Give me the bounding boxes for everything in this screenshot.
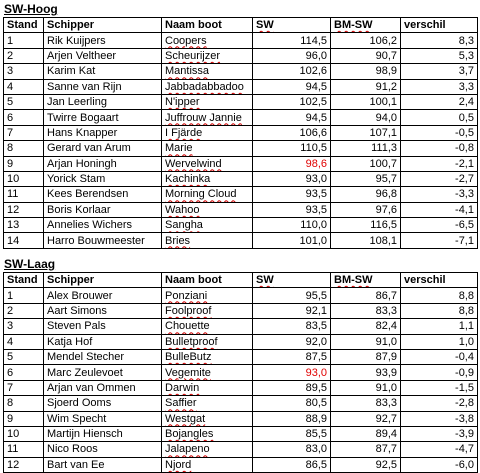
table-row	[4, 48, 478, 63]
cell-sw: 92,0	[253, 334, 331, 349]
cell-sw: 93,5	[253, 187, 331, 202]
cell-stand: 2	[4, 48, 44, 63]
cell-naam-boot	[162, 110, 253, 125]
section-title-sw-laag: SW-Laag	[4, 257, 56, 271]
cell-sw: 85,5	[253, 426, 331, 441]
boat-name: N'ipper	[165, 96, 200, 109]
boat-name: Wervelwind	[165, 157, 222, 170]
cell-naam-boot	[162, 411, 253, 426]
cell-sw: 93,0	[253, 365, 331, 380]
cell-stand: 3	[4, 64, 44, 79]
cell-sw: 83,0	[253, 442, 331, 457]
cell-sw: 110,5	[253, 141, 331, 156]
header-stand: Stand	[4, 18, 44, 33]
cell-naam-boot	[162, 79, 253, 94]
cell-naam-boot	[162, 64, 253, 79]
boat-name: Bulletproof	[165, 335, 218, 348]
cell-stand: 12	[4, 457, 44, 472]
cell-sw: 114,5	[253, 33, 331, 48]
table-row	[4, 218, 478, 233]
cell-bm-sw: 106,2	[331, 33, 401, 48]
cell-stand: 4	[4, 334, 44, 349]
section-title-sw-hoog: SW-Hoog	[4, 2, 58, 16]
cell-stand: 12	[4, 202, 44, 217]
table-row	[4, 349, 478, 364]
cell-verschil: 8,3	[401, 33, 478, 48]
cell-naam-boot	[162, 365, 253, 380]
cell-sw: 101,0	[253, 233, 331, 248]
cell-sw: 80,5	[253, 396, 331, 411]
cell-naam-boot	[162, 48, 253, 63]
cell-verschil: -2,1	[401, 156, 478, 171]
cell-verschil: -0,9	[401, 365, 478, 380]
cell-schipper: Arjan van Ommen	[44, 380, 162, 395]
cell-naam-boot	[162, 187, 253, 202]
cell-sw: 87,5	[253, 349, 331, 364]
cell-stand: 9	[4, 411, 44, 426]
cell-stand: 8	[4, 141, 44, 156]
cell-bm-sw: 100,7	[331, 156, 401, 171]
cell-sw: 93,0	[253, 171, 331, 186]
boat-name: BulleButz	[165, 351, 212, 364]
header-naam-boot: Naam boot	[162, 18, 253, 33]
cell-naam-boot	[162, 125, 253, 140]
cell-verschil: -2,7	[401, 171, 478, 186]
table-row	[4, 457, 478, 472]
cell-sw: 95,5	[253, 288, 331, 303]
boat-name: Ponziani	[165, 289, 208, 302]
results-table-sw-hoog	[3, 17, 478, 249]
cell-schipper: Rik Kuijpers	[44, 33, 162, 48]
cell-verschil: -1,5	[401, 380, 478, 395]
boat-name: Saffier	[165, 397, 197, 410]
cell-stand: 7	[4, 125, 44, 140]
cell-stand: 10	[4, 426, 44, 441]
cell-naam-boot	[162, 442, 253, 457]
boat-name: I Fjärde	[165, 126, 203, 139]
cell-bm-sw: 107,1	[331, 125, 401, 140]
cell-verschil: -6,0	[401, 457, 478, 472]
cell-naam-boot	[162, 349, 253, 364]
header-bm-sw: BM-SW	[331, 273, 401, 288]
cell-verschil: 0,5	[401, 110, 478, 125]
header-bm-sw: BM-SW	[331, 18, 401, 33]
cell-verschil: 1,1	[401, 319, 478, 334]
boat-name: Juffrouw Jannie	[165, 111, 242, 124]
cell-schipper: Mendel Stecher	[44, 349, 162, 364]
cell-verschil: -4,1	[401, 202, 478, 217]
cell-verschil: -0,4	[401, 349, 478, 364]
cell-verschil: -0,5	[401, 125, 478, 140]
header-stand: Stand	[4, 273, 44, 288]
cell-schipper: Martijn Hiensch	[44, 426, 162, 441]
cell-sw: 88,9	[253, 411, 331, 426]
cell-bm-sw: 82,4	[331, 319, 401, 334]
cell-bm-sw: 83,3	[331, 396, 401, 411]
cell-naam-boot	[162, 202, 253, 217]
cell-verschil: -3,9	[401, 426, 478, 441]
cell-stand: 3	[4, 319, 44, 334]
table-row	[4, 79, 478, 94]
boat-name: Kachinka	[165, 173, 211, 186]
cell-schipper: Boris Korlaar	[44, 202, 162, 217]
cell-schipper: Karim Kat	[44, 64, 162, 79]
cell-verschil: 3,3	[401, 79, 478, 94]
cell-bm-sw: 89,4	[331, 426, 401, 441]
header-verschil: verschil	[401, 273, 478, 288]
table-row	[4, 33, 478, 48]
cell-stand: 5	[4, 349, 44, 364]
cell-schipper: Sjoerd Ooms	[44, 396, 162, 411]
cell-stand: 6	[4, 365, 44, 380]
boat-name: Wahoo	[165, 203, 200, 216]
cell-bm-sw: 92,7	[331, 411, 401, 426]
cell-sw: 93,5	[253, 202, 331, 217]
cell-schipper: Gerard van Arum	[44, 141, 162, 156]
cell-verschil: -0,8	[401, 141, 478, 156]
boat-name: Jalapeno	[165, 443, 210, 456]
boat-name: Morning Cloud	[165, 188, 237, 201]
cell-sw: 106,6	[253, 125, 331, 140]
header-naam-boot: Naam boot	[162, 273, 253, 288]
table-row	[4, 110, 478, 125]
header-sw: SW	[253, 273, 331, 288]
cell-bm-sw: 90,7	[331, 48, 401, 63]
boat-name: Darwin	[165, 381, 200, 394]
boat-name: Westgat	[165, 412, 206, 425]
cell-sw: 86,5	[253, 457, 331, 472]
cell-sw: 92,1	[253, 303, 331, 318]
boat-name: Chouette	[165, 320, 210, 333]
header-verschil: verschil	[401, 18, 478, 33]
cell-naam-boot	[162, 33, 253, 48]
table-row	[4, 288, 478, 303]
cell-verschil: -7,1	[401, 233, 478, 248]
cell-verschil: -4,7	[401, 442, 478, 457]
boat-name: Marie	[165, 142, 193, 155]
cell-stand: 11	[4, 442, 44, 457]
cell-naam-boot	[162, 380, 253, 395]
cell-naam-boot	[162, 457, 253, 472]
cell-verschil: 8,8	[401, 303, 478, 318]
cell-naam-boot	[162, 141, 253, 156]
table-row	[4, 156, 478, 171]
cell-bm-sw: 100,1	[331, 94, 401, 109]
cell-sw: 83,5	[253, 319, 331, 334]
cell-stand: 4	[4, 79, 44, 94]
cell-schipper: Kees Berendsen	[44, 187, 162, 202]
cell-bm-sw: 91,2	[331, 79, 401, 94]
cell-naam-boot	[162, 94, 253, 109]
cell-bm-sw: 111,3	[331, 141, 401, 156]
cell-schipper: Jan Leerling	[44, 94, 162, 109]
table-row	[4, 319, 478, 334]
cell-stand: 1	[4, 33, 44, 48]
cell-verschil: 2,4	[401, 94, 478, 109]
header-row	[4, 18, 478, 33]
cell-bm-sw: 93,9	[331, 365, 401, 380]
cell-naam-boot	[162, 319, 253, 334]
cell-stand: 8	[4, 396, 44, 411]
header-row	[4, 273, 478, 288]
cell-naam-boot	[162, 303, 253, 318]
cell-sw: 89,5	[253, 380, 331, 395]
table-row	[4, 202, 478, 217]
table-row	[4, 187, 478, 202]
cell-bm-sw: 108,1	[331, 233, 401, 248]
boat-name: Bojangles	[165, 428, 214, 441]
cell-verschil: 1,0	[401, 334, 478, 349]
cell-naam-boot	[162, 426, 253, 441]
boat-name: Mantissa	[165, 65, 210, 78]
cell-verschil: -6,5	[401, 218, 478, 233]
cell-stand: 5	[4, 94, 44, 109]
cell-bm-sw: 83,3	[331, 303, 401, 318]
cell-schipper: Nico Roos	[44, 442, 162, 457]
cell-bm-sw: 95,7	[331, 171, 401, 186]
cell-bm-sw: 97,6	[331, 202, 401, 217]
table-row	[4, 303, 478, 318]
cell-bm-sw: 87,9	[331, 349, 401, 364]
cell-bm-sw: 116,5	[331, 218, 401, 233]
cell-schipper: Katja Hof	[44, 334, 162, 349]
boat-name: Scheurijzer	[165, 49, 221, 62]
cell-schipper: Bart van Ee	[44, 457, 162, 472]
cell-bm-sw: 92,5	[331, 457, 401, 472]
cell-schipper: Harro Bouwmeester	[44, 233, 162, 248]
cell-verschil: -2,8	[401, 396, 478, 411]
table-row	[4, 125, 478, 140]
cell-verschil: 3,7	[401, 64, 478, 79]
table-row	[4, 442, 478, 457]
cell-sw: 102,5	[253, 94, 331, 109]
boat-name: Foolproof	[165, 304, 212, 317]
cell-stand: 2	[4, 303, 44, 318]
cell-stand: 14	[4, 233, 44, 248]
cell-stand: 6	[4, 110, 44, 125]
cell-bm-sw: 87,7	[331, 442, 401, 457]
cell-sw: 110,0	[253, 218, 331, 233]
cell-naam-boot	[162, 218, 253, 233]
cell-sw: 94,5	[253, 110, 331, 125]
cell-verschil: 8,8	[401, 288, 478, 303]
boat-name: Sangha	[165, 219, 203, 232]
cell-bm-sw: 98,9	[331, 64, 401, 79]
cell-bm-sw: 96,8	[331, 187, 401, 202]
cell-naam-boot	[162, 288, 253, 303]
cell-schipper: Wim Specht	[44, 411, 162, 426]
cell-schipper: Steven Pals	[44, 319, 162, 334]
cell-bm-sw: 91,0	[331, 334, 401, 349]
cell-naam-boot	[162, 233, 253, 248]
cell-schipper: Alex Brouwer	[44, 288, 162, 303]
cell-bm-sw: 86,7	[331, 288, 401, 303]
boat-name: Vegemite	[165, 366, 211, 379]
cell-stand: 7	[4, 380, 44, 395]
cell-schipper: Arjan Honingh	[44, 156, 162, 171]
cell-schipper: Arjen Veltheer	[44, 48, 162, 63]
table-row	[4, 94, 478, 109]
cell-naam-boot	[162, 171, 253, 186]
cell-schipper: Annelies Wichers	[44, 218, 162, 233]
cell-naam-boot	[162, 334, 253, 349]
header-schipper: Schipper	[44, 273, 162, 288]
cell-bm-sw: 91,0	[331, 380, 401, 395]
table-row	[4, 334, 478, 349]
cell-schipper: Marc Zeulevoet	[44, 365, 162, 380]
boat-name: Jabbadabbadoo	[165, 80, 244, 93]
cell-schipper: Sanne van Rijn	[44, 79, 162, 94]
cell-stand: 11	[4, 187, 44, 202]
cell-stand: 13	[4, 218, 44, 233]
table-row	[4, 411, 478, 426]
cell-sw: 98,6	[253, 156, 331, 171]
header-sw: SW	[253, 18, 331, 33]
cell-bm-sw: 94,0	[331, 110, 401, 125]
cell-stand: 9	[4, 156, 44, 171]
table-row	[4, 141, 478, 156]
boat-name: Njord	[165, 458, 192, 471]
cell-sw: 94,5	[253, 79, 331, 94]
cell-sw: 96,0	[253, 48, 331, 63]
cell-naam-boot	[162, 156, 253, 171]
boat-name: Coopers	[165, 34, 207, 47]
table-row	[4, 396, 478, 411]
cell-schipper: Hans Knapper	[44, 125, 162, 140]
header-schipper: Schipper	[44, 18, 162, 33]
cell-naam-boot	[162, 396, 253, 411]
cell-schipper: Aart Simons	[44, 303, 162, 318]
cell-stand: 10	[4, 171, 44, 186]
table-row	[4, 426, 478, 441]
cell-verschil: -3,3	[401, 187, 478, 202]
cell-schipper: Twirre Bogaart	[44, 110, 162, 125]
table-row	[4, 64, 478, 79]
table-row	[4, 380, 478, 395]
results-table-sw-laag	[3, 272, 478, 473]
cell-stand: 1	[4, 288, 44, 303]
table-row	[4, 365, 478, 380]
cell-verschil: 5,3	[401, 48, 478, 63]
cell-sw: 102,6	[253, 64, 331, 79]
cell-schipper: Yorick Stam	[44, 171, 162, 186]
boat-name: Bries	[165, 234, 191, 247]
cell-verschil: -3,8	[401, 411, 478, 426]
table-row	[4, 171, 478, 186]
table-row	[4, 233, 478, 248]
